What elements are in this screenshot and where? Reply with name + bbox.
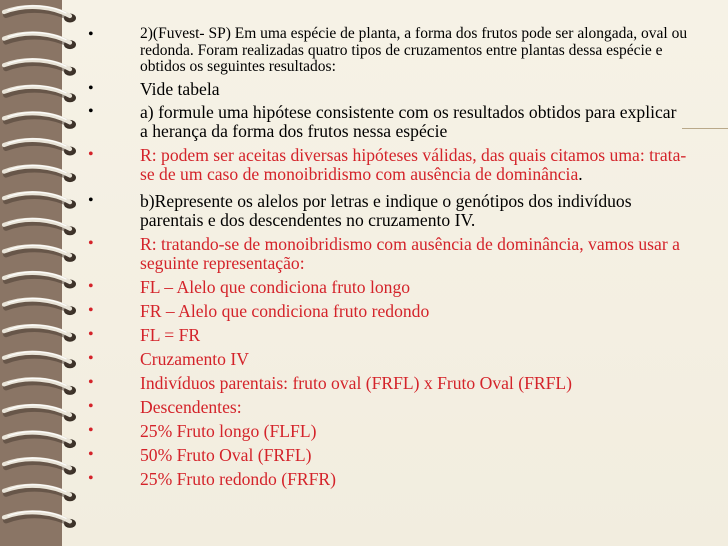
item-text: 50% Fruto Oval (FRFL) [140, 445, 312, 466]
binding-ring-icon [4, 432, 76, 449]
item-text: Cruzamento IV [140, 349, 249, 370]
binding-ring-icon [4, 272, 76, 289]
binding-ring-icon [4, 325, 76, 342]
bullet-icon: • [88, 398, 94, 416]
item-suffix: . [578, 164, 583, 185]
list-item-codominance [88, 326, 688, 345]
bullet-icon: • [88, 192, 94, 210]
list-item-answer-a [88, 146, 688, 184]
binding-ring-icon [4, 139, 76, 156]
bullet-icon: • [88, 103, 94, 121]
bullet-icon: • [88, 80, 94, 98]
bullet-list [88, 26, 688, 489]
bullet-icon: • [88, 374, 94, 392]
binding-ring-icon [4, 458, 76, 475]
bullet-icon: • [88, 235, 94, 253]
item-text: b)Represente os alelos por letras e indique o genótipos dos indivíduos parentais e dos descendentes no cruzamento IV. [140, 191, 632, 231]
binding-ring-icon [4, 485, 76, 502]
list-item-table-ref [88, 80, 688, 99]
binding-ring-icon [4, 166, 76, 183]
item-text: 25% Fruto redondo (FRFR) [140, 469, 336, 490]
binding-ring-icon [4, 192, 76, 209]
bullet-icon: • [88, 350, 94, 368]
list-item-allele-fr [88, 302, 688, 321]
binding-ring-icon [4, 112, 76, 129]
bullet-icon: • [88, 302, 94, 320]
item-text: a) formule uma hipótese consistente com os resultados obtidos para explicar a herança da forma dos frutos nessa espécie [140, 102, 677, 142]
list-item-parents [88, 374, 688, 393]
item-text: 25% Fruto longo (FLFL) [140, 421, 317, 442]
binding-ring-icon [4, 511, 76, 528]
bullet-icon: • [88, 422, 94, 440]
binding-ring-icon [4, 352, 76, 369]
item-text: R: tratando-se de monoibridismo com ausência de dominância, vamos usar a seguinte representação: [140, 234, 680, 274]
spiral-binding-icon [0, 0, 90, 546]
list-item-answer-b [88, 235, 688, 273]
list-item-cross-iv [88, 350, 688, 369]
item-text: R: podem ser aceitas diversas hipóteses válidas, das quais citamos uma: trata-se de um caso de monoibridismo com ausência de dominância [140, 145, 687, 185]
list-item-descendants [88, 398, 688, 417]
binding-ring-icon [4, 33, 76, 50]
binding-ring-icon [4, 405, 76, 422]
ruled-line [682, 128, 728, 129]
binding-ring-icon [4, 219, 76, 236]
binding-ring-icon [4, 378, 76, 395]
bullet-icon: • [88, 146, 94, 164]
list-item-part-a [88, 103, 688, 141]
list-item-allele-fl [88, 278, 688, 297]
item-text: 2)(Fuvest- SP) Em uma espécie de planta, a forma dos frutos pode ser alongada, oval ou redonda. Foram realizadas quatro tipos de cruzamentos entre plantas dessa espécie e obtidos os seguintes resultados: [140, 25, 688, 76]
binding-ring-icon [4, 245, 76, 262]
item-text: FL – Alelo que condiciona fruto longo [140, 277, 411, 298]
item-text: Indivíduos parentais: fruto oval (FRFL) x Fruto Oval (FRFL) [140, 373, 572, 394]
list-item-part-b [88, 192, 688, 230]
list-item-long [88, 422, 688, 441]
bullet-icon: • [88, 278, 94, 296]
binding-ring-icon [4, 6, 76, 23]
item-text: FR – Alelo que condiciona fruto redondo [140, 301, 430, 322]
bullet-icon: • [88, 446, 94, 464]
bullet-icon: • [88, 470, 94, 488]
list-item-question [88, 26, 688, 76]
binding-ring-icon [4, 86, 76, 103]
item-text: FL = FR [140, 325, 201, 346]
item-text: Descendentes: [140, 397, 242, 418]
binding-ring-icon [4, 59, 76, 76]
bullet-icon: • [88, 26, 94, 43]
item-text: Vide tabela [140, 79, 220, 100]
list-item-round [88, 470, 688, 489]
bullet-icon: • [88, 326, 94, 344]
list-item-oval [88, 446, 688, 465]
binding-ring-icon [4, 299, 76, 316]
